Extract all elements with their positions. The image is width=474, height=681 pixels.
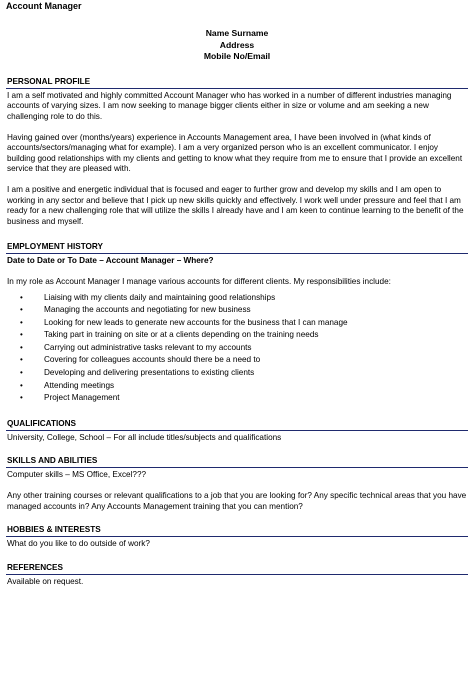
name-line: Name Surname [205, 28, 269, 38]
bullet-icon: • [20, 368, 23, 378]
section-divider [6, 430, 468, 431]
section-divider [6, 88, 468, 89]
profile-paragraph-2: Having gained over (months/years) experience in Accounts Management area, I have been involved in (what kinds of accounts/sectors/managing what for example). I am a very organized person who is an excellent communicator. I enjoy building good relationships with my clients and getting to know what they require from me to ensure that I provide an excellent service that they are pleased with. [7, 132, 463, 173]
bullet-icon: • [20, 393, 23, 403]
references-heading: REFERENCES [7, 562, 63, 572]
bullet-icon: • [20, 342, 23, 352]
list-item [6, 392, 468, 405]
job-intro: In my role as Account Manager I manage various accounts for different clients. My responsibilities include: [7, 277, 391, 286]
list-item-text: Project Management [44, 393, 120, 403]
profile-paragraph-3: I am a positive and energetic individual that is focused and eager to further grow and develop my skills and I am open to working in any sector and believe that I pick up new skills quickly and effectively. I work well under pressure and feel that I am ready for a new challenging role that will utilize the skills I already have and I am keen to continue learning to the benefit of the business and myself. [7, 185, 464, 226]
skills-section [6, 456, 468, 512]
bullet-icon: • [20, 305, 23, 315]
document-title: Account Manager [6, 1, 82, 11]
list-item [6, 354, 468, 367]
list-item-text: Covering for colleagues accounts should there be a need to [44, 355, 261, 365]
contact-line: Mobile No/Email [203, 51, 271, 61]
list-item [6, 317, 468, 330]
section-divider [6, 536, 468, 537]
job-title: Date to Date or To Date – Account Manager – Where? [7, 256, 214, 265]
list-item-text: Taking part in training on site or at a clients depending on the training needs [44, 330, 319, 340]
references-text: Available on request. [7, 576, 84, 586]
list-item-text: Looking for new leads to generate new accounts for the business that I can manage [44, 317, 348, 327]
personal-profile-heading: PERSONAL PROFILE [7, 76, 91, 86]
employment-history-heading: EMPLOYMENT HISTORY [7, 242, 103, 251]
employment-history-section [6, 242, 468, 405]
list-item-text: Attending meetings [44, 380, 115, 390]
bullet-icon: • [20, 317, 23, 327]
personal-profile-section [6, 77, 468, 228]
list-item-text: Developing and delivering presentations to existing clients [44, 368, 255, 378]
qualifications-text: University, College, School – For all include titles/subjects and qualifications [7, 432, 282, 442]
skills-line-1: Computer skills – MS Office, Excel??? [7, 470, 147, 480]
bullet-icon: • [20, 330, 23, 340]
hobbies-section [6, 525, 468, 550]
list-item [6, 304, 468, 317]
references-section [6, 563, 468, 588]
address-line: Address [219, 39, 255, 50]
contact-header [6, 28, 468, 63]
list-item [6, 292, 468, 305]
bullet-icon: • [20, 380, 23, 390]
responsibilities-list [6, 292, 468, 405]
section-divider [6, 467, 468, 468]
qualifications-heading: QUALIFICATIONS [7, 418, 76, 428]
list-item [6, 329, 468, 342]
bullet-icon: • [20, 292, 23, 302]
hobbies-text: What do you like to do outside of work? [7, 539, 150, 549]
hobbies-heading: HOBBIES & INTERESTS [7, 525, 101, 535]
skills-line-2: Any other training courses or relevant qualifications to a job that you are looking for? Any specific technical areas that you have managed accounts in? Any Accounts Management training that you can mention? [7, 491, 467, 511]
list-item [6, 367, 468, 380]
list-item [6, 380, 468, 393]
list-item-text: Liaising with my clients daily and maintaining good relationships [44, 292, 276, 302]
skills-heading: SKILLS AND ABILITIES [7, 456, 98, 466]
section-divider [6, 253, 468, 254]
qualifications-section [6, 419, 468, 444]
bullet-icon: • [20, 355, 23, 365]
profile-paragraph-1: I am a self motivated and highly committed Account Manager who has worked in a number of different industries managing accounts of varying sizes. I am now seeking to manage bigger clients either in size or volume and am seeking a new challenging role to do this. [7, 90, 452, 121]
list-item-text: Carrying out administrative tasks relevant to my accounts [44, 342, 252, 352]
list-item [6, 342, 468, 355]
section-divider [6, 574, 468, 575]
list-item-text: Managing the accounts and negotiating for new business [44, 305, 251, 315]
